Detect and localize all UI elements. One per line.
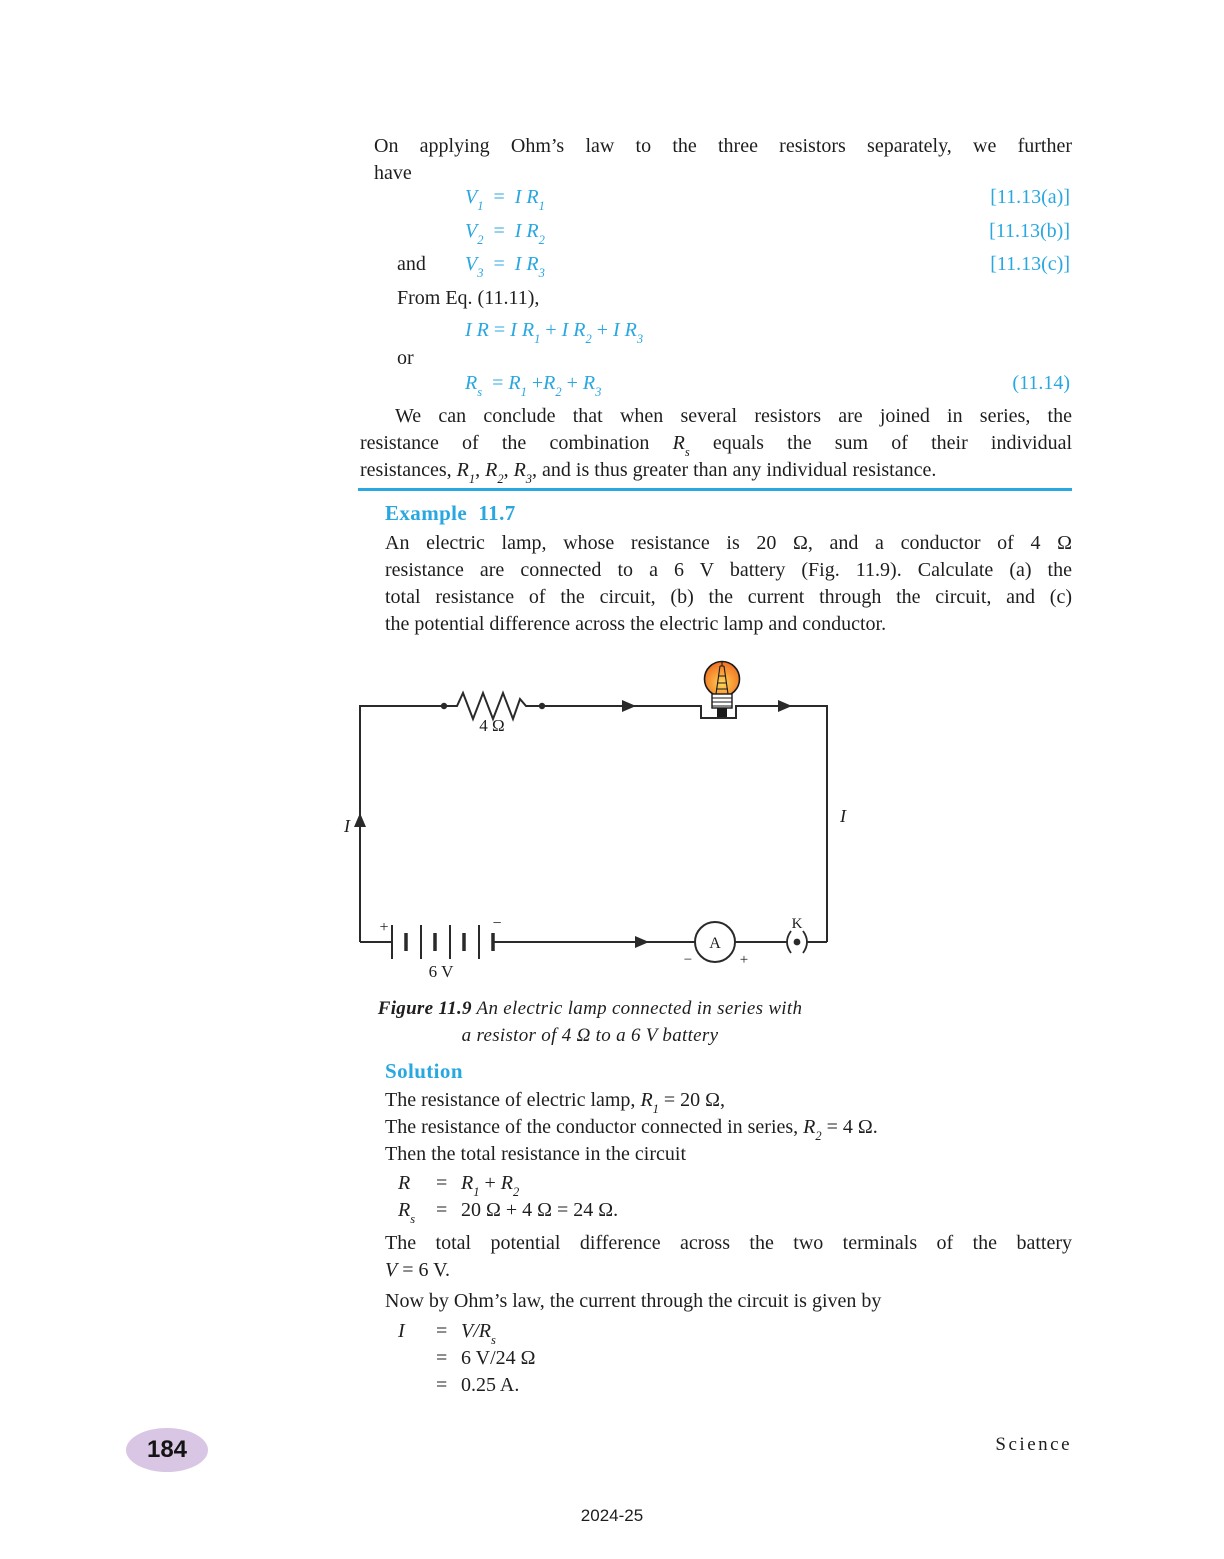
- ammeter-letter: A: [709, 935, 721, 952]
- equation: I R = I $R_1 + I$ $R_2 + I$ $R_3$: [465, 319, 644, 346]
- solution-equation-row: [385, 1345, 1072, 1373]
- resistor-value-label: 4 Ω: [479, 716, 505, 735]
- equation-lhs: R: [398, 1172, 411, 1194]
- equation-ref: [11.13(c)]: [990, 253, 1070, 275]
- junction-dot: [441, 703, 447, 709]
- key-dot: [794, 939, 801, 946]
- equation-rhs: 20 Ω + 4 Ω = 24 Ω.: [461, 1199, 619, 1221]
- equation: $V_2 = I$ $R_2$: [465, 220, 545, 247]
- equation-ref: [11.13(b)]: [989, 220, 1070, 242]
- current-label-left: I: [344, 816, 350, 836]
- current-arrows: [354, 700, 792, 948]
- equals-sign: =: [436, 1199, 448, 1221]
- equation-rhs: $V/R_s$: [461, 1320, 496, 1347]
- equals-sign: =: [436, 1347, 448, 1369]
- equation: $R_s = R_1 +R_2 + R_3$: [465, 372, 602, 399]
- equals-sign: =: [436, 1374, 448, 1396]
- example-line: resistance are connected to a 6 V battery (Fig. 11.9). Calculate (a) the: [385, 559, 1072, 581]
- example-line: the potential difference across the electric lamp and conductor.: [385, 613, 887, 635]
- equation-rhs: 6 V/24 Ω: [461, 1347, 536, 1369]
- arrow-right-icon: [622, 700, 636, 712]
- arrow-right-icon: [635, 936, 649, 948]
- example-heading: Example 11.7: [385, 501, 516, 525]
- arrow-right-icon: [778, 700, 792, 712]
- junction-dot: [539, 703, 545, 709]
- footer-edition: 2024-25: [580, 1506, 644, 1525]
- equation-ref: [11.13(a)]: [990, 186, 1070, 208]
- equation-row: [360, 370, 1072, 398]
- solution-line: The total potential difference across the two terminals of the battery: [385, 1232, 1072, 1254]
- equation-lhs: I: [398, 1320, 405, 1342]
- or-label: or: [397, 347, 414, 369]
- battery-plus-label: +: [379, 919, 389, 936]
- arrow-up-icon: [354, 813, 366, 827]
- page-number-badge: [126, 1428, 208, 1472]
- solution-heading: Solution: [385, 1059, 463, 1083]
- conclusion-line: We can conclude that when several resistors are joined in series, the: [395, 405, 1072, 427]
- equation-ref: (11.14): [1012, 372, 1070, 394]
- bulb-contact: [717, 708, 727, 717]
- equation-lhs: $R_s$: [398, 1199, 416, 1226]
- solution-equation-row: [385, 1197, 1072, 1225]
- solution-line: The resistance of electric lamp, $R_1 = 20$ Ω,: [385, 1089, 726, 1116]
- current-label-right: I: [840, 806, 846, 826]
- ammeter-minus-label: −: [683, 952, 693, 968]
- solution-equation-row: [385, 1318, 1072, 1346]
- example-divider-rule: [358, 488, 1072, 491]
- equation-row: [360, 251, 1072, 279]
- bulb-icon: [705, 661, 740, 717]
- circuit-wire: [360, 706, 444, 942]
- conclusion-line: resistance of the combination $R_s$ equals the sum of their individual: [360, 432, 1073, 459]
- key-letter: K: [791, 916, 803, 932]
- example-line: An electric lamp, whose resistance is 20 Ω, and a conductor of 4 Ω: [385, 532, 1072, 554]
- equation-row: [360, 218, 1072, 246]
- battery-minus-label: −: [492, 915, 502, 932]
- battery-symbol: [392, 925, 493, 959]
- circuit-figure: [330, 640, 870, 980]
- footer-subject: Science: [995, 1434, 1072, 1455]
- equation-row: [360, 184, 1072, 212]
- intro-line: have: [374, 162, 412, 184]
- equation-rhs: 0.25 A.: [461, 1374, 520, 1396]
- intro-line: On applying Ohm’s law to the three resistors separately, we further: [374, 135, 1072, 157]
- equals-sign: =: [436, 1172, 448, 1194]
- circuit-wire: [542, 706, 827, 942]
- battery-voltage-label: 6 V: [428, 962, 454, 980]
- solution-line: Then the total resistance in the circuit: [385, 1143, 686, 1165]
- equation: $V_3 = I$ $R_3$: [465, 253, 545, 280]
- page-number: 184: [146, 1436, 188, 1463]
- equals-sign: =: [436, 1320, 448, 1342]
- figure-caption: Figure 11.9 An electric lamp connected in series with: [377, 998, 803, 1019]
- example-line: total resistance of the circuit, (b) the current through the circuit, and (c): [385, 586, 1072, 608]
- equation-rhs: $R_1 + R_2$: [461, 1172, 520, 1199]
- equation-label: and: [397, 253, 426, 275]
- solution-line: V = 6 V.: [385, 1259, 451, 1281]
- solution-equation-row: [385, 1372, 1072, 1400]
- solution-line: The resistance of the conductor connected in series, $R_2 = 4$ Ω.: [385, 1116, 878, 1143]
- solution-equation-row: [385, 1170, 1072, 1198]
- conclusion-line: resistances, $R_1$, $R_2$, $R_3$, and is thus greater than any individual resistance.: [360, 459, 937, 486]
- equation: $V_1 = I$ $R_1$: [465, 186, 545, 213]
- figure-caption: a resistor of 4 Ω to a 6 V battery: [461, 1025, 719, 1046]
- from-eq-line: From Eq. (11.11),: [397, 287, 540, 309]
- ammeter-plus-label: +: [739, 952, 749, 968]
- equation-row: [360, 317, 1072, 345]
- solution-line: Now by Ohm’s law, the current through the circuit is given by: [385, 1290, 882, 1312]
